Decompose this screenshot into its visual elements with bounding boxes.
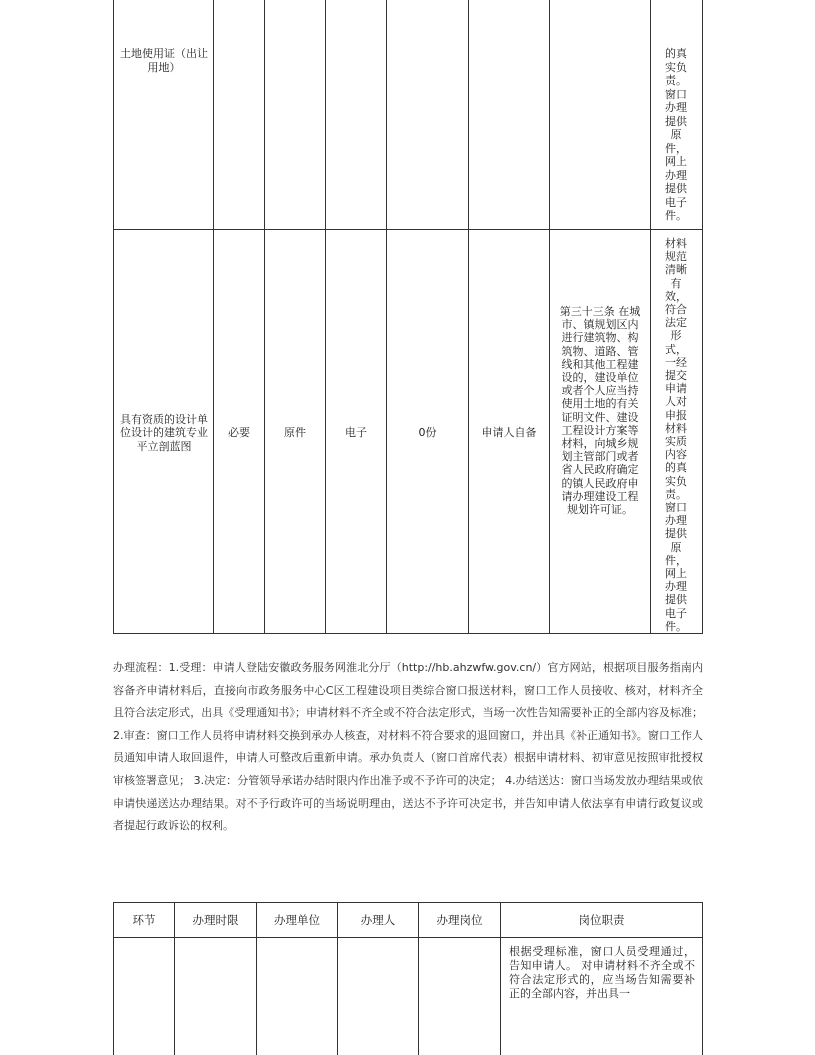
material-remark: 材料规范清晰有效，符合法定形式，一经提交申请人对申报材料实质内容的真实负责。窗口办理提供原件，网上办理提供电子件。 — [665, 237, 687, 633]
column-divider — [386, 0, 387, 634]
material-carrier: 电子 — [345, 425, 367, 439]
header-duty: 岗位职责 — [578, 912, 625, 927]
header-handler: 办理人 — [360, 912, 396, 927]
header-unit: 办理单位 — [274, 912, 320, 927]
materials-table — [113, 0, 703, 634]
column-divider — [549, 0, 550, 634]
table-border — [113, 0, 114, 634]
material-form: 原件 — [284, 425, 306, 439]
table-border — [702, 0, 703, 634]
row-divider — [113, 229, 703, 230]
column-divider — [213, 0, 214, 634]
table-border — [702, 902, 703, 1055]
header-time-limit: 办理时限 — [192, 912, 239, 927]
material-required: 必要 — [228, 425, 250, 439]
column-divider — [264, 0, 265, 634]
material-name: 土地使用证（出让用地） — [120, 47, 208, 74]
material-name: 具有资质的设计单位设计的建筑专业平立剖蓝图 — [120, 412, 208, 453]
header-post: 办理岗位 — [436, 912, 483, 927]
column-divider — [325, 0, 326, 634]
duty-text: 根据受理标准，窗口人员受理通过，告知申请人。 对申请材料不齐全或不符合法定形式的，应当场告知需要补正的全部内容，并出具一 — [509, 945, 695, 1000]
material-remark: 的真实负责。窗口办理提供原件，网上办理提供电子件。 — [665, 47, 687, 222]
column-divider — [468, 0, 469, 634]
procedure-text: 办理流程：1.受理：申请人登陆安徽政务服务网淮北分厅（http://hb.ahzwfw.gov.cn/）官方网站，根据项目服务指南内容备齐申请材料后，直接向市政务服务中心C区工程建设项目类综合窗口报送材料，窗口工作人员接收、核对，材料齐全且符合法定形式，出具《受理通知书》；申请材料不齐全或不符合法定形式，当场一次性告知需要补正的全部内容及标准； 2.审查：窗口工作人员将申请材料交换到承办人核查，对材料不符合要求的退回窗口，并出具《补正通知书》。窗口工作人员通知申请人取回退件，申请人可整改后重新申请。承办负责人（窗口首席代表）根据申请材料、初审意见按照审批授权审核签署意见； 3.决定：分管领导承诺办结时限内作出准予或不予许可的决定； 4.办结送达：窗口当场发放办理结果或依申请快递送达办理结果。对不予行政许可的当场说明理由，送达不予许可决定书，并告知申请人依法享有申请行政复议或者提起行政诉讼的权利。 — [113, 661, 703, 833]
table-border — [113, 633, 703, 634]
header-step: 环节 — [132, 912, 156, 927]
process-table — [113, 902, 703, 1055]
column-divider — [650, 0, 651, 634]
row-divider — [113, 937, 703, 938]
material-source: 申请人自备 — [481, 425, 537, 439]
legal-basis: 第三十三条 在城市、镇规划区内进行建筑物、构筑物、道路、管线和其他工程建设的，建设单位或者个人应当持使用土地的有关证明文件、建设工程设计方案等材料，向城乡规划主管部门或者省人民政府确定的镇人民政府申请办理建设工程规划许可证。 — [559, 305, 641, 517]
material-copies: 0份 — [418, 425, 437, 439]
